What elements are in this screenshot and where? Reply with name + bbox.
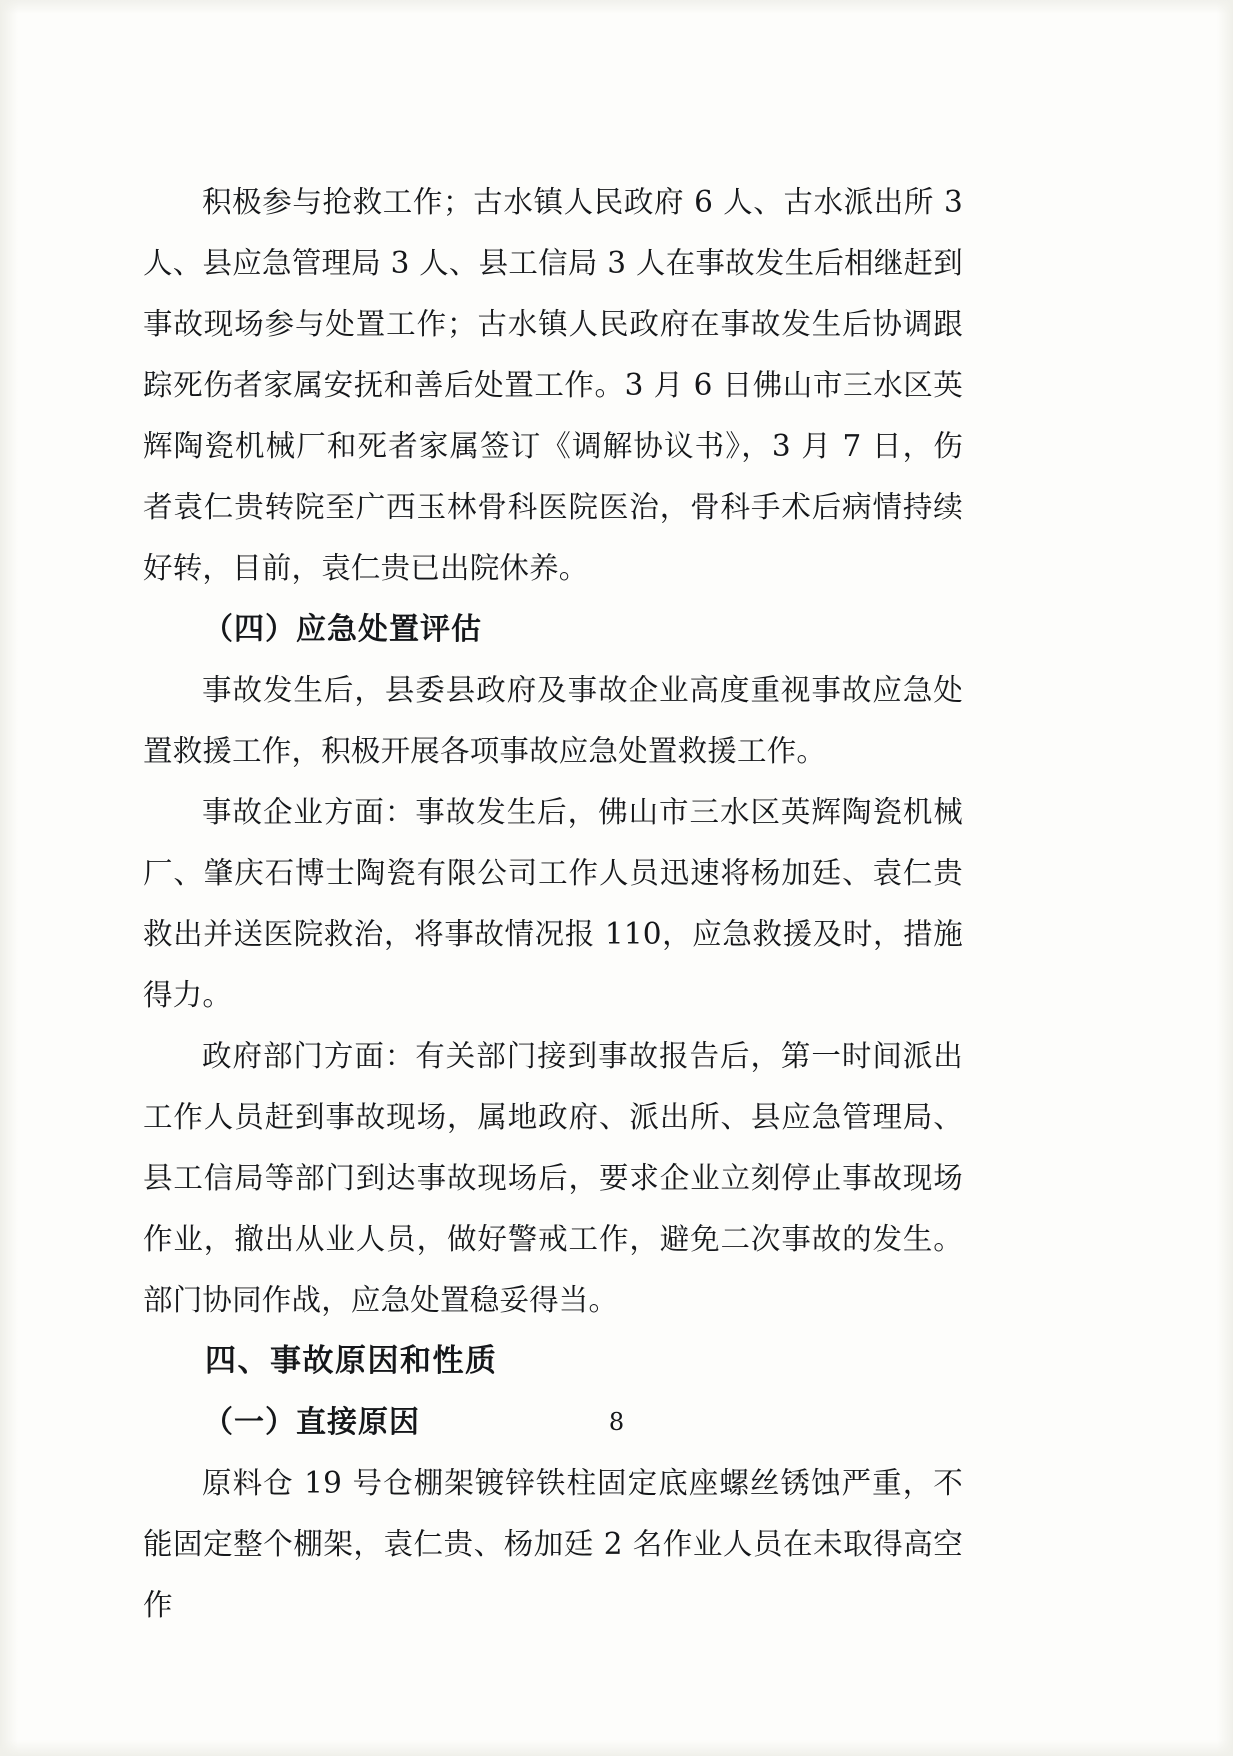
page-edge-right: [1217, 0, 1233, 1756]
heading-emergency-response-evaluation: （四）应急处置评估: [203, 612, 482, 647]
page-edge-top: [0, 0, 1233, 14]
paragraph-enterprise-response: 事故企业方面：事故发生后，佛山市三水区英辉陶瓷机械厂、肇庆石博士陶瓷有限公司工作人员迅速将杨加廷、袁仁贵救出并送医院救治，将事故情况报 110，应急救援及时，措施得力。: [143, 795, 963, 1012]
paragraph-emergency-rescue-participation: 积极参与抢救工作；古水镇人民政府 6 人、古水派出所 3 人、县应急管理局 3 人、县工信局 3 人在事故发生后相继赶到事故现场参与处置工作；古水镇人民政府在事故发生后协调跟踪死伤者家属安抚和善后处置工作。3 月 6 日佛山市三水区英辉陶瓷机械厂和死者家属签订《调解协议书》，3 月 7 日，伤者袁仁贵转院至广西玉林骨科医院医治，骨科手术后病情持续好转，目前，袁仁贵已出院休养。: [143, 185, 963, 585]
paragraph-response-overview: 事故发生后，县委县政府及事故企业高度重视事故应急处置救援工作，积极开展各项事故应急处置救援工作。: [143, 673, 963, 768]
page-edge-bottom: [0, 1740, 1233, 1756]
heading-direct-cause: （一）直接原因: [203, 1405, 420, 1440]
heading-accident-cause-and-nature: 四、事故原因和性质: [205, 1343, 498, 1379]
paragraph-government-response: 政府部门方面：有关部门接到事故报告后，第一时间派出工作人员赶到事故现场，属地政府、派出所、县应急管理局、县工信局等部门到达事故现场后，要求企业立刻停止事故现场作业，撤出从业人员，做好警戒工作，避免二次事故的发生。部门协同作战，应急处置稳妥得当。: [143, 1039, 963, 1317]
paragraph-direct-cause-detail: 原料仓 19 号仓棚架镀锌铁柱固定底座螺丝锈蚀严重，不能固定整个棚架，袁仁贵、杨加廷 2 名作业人员在未取得高空作: [143, 1466, 963, 1622]
page-number: 8: [608, 1408, 625, 1436]
page-edge-left: [0, 0, 18, 1756]
